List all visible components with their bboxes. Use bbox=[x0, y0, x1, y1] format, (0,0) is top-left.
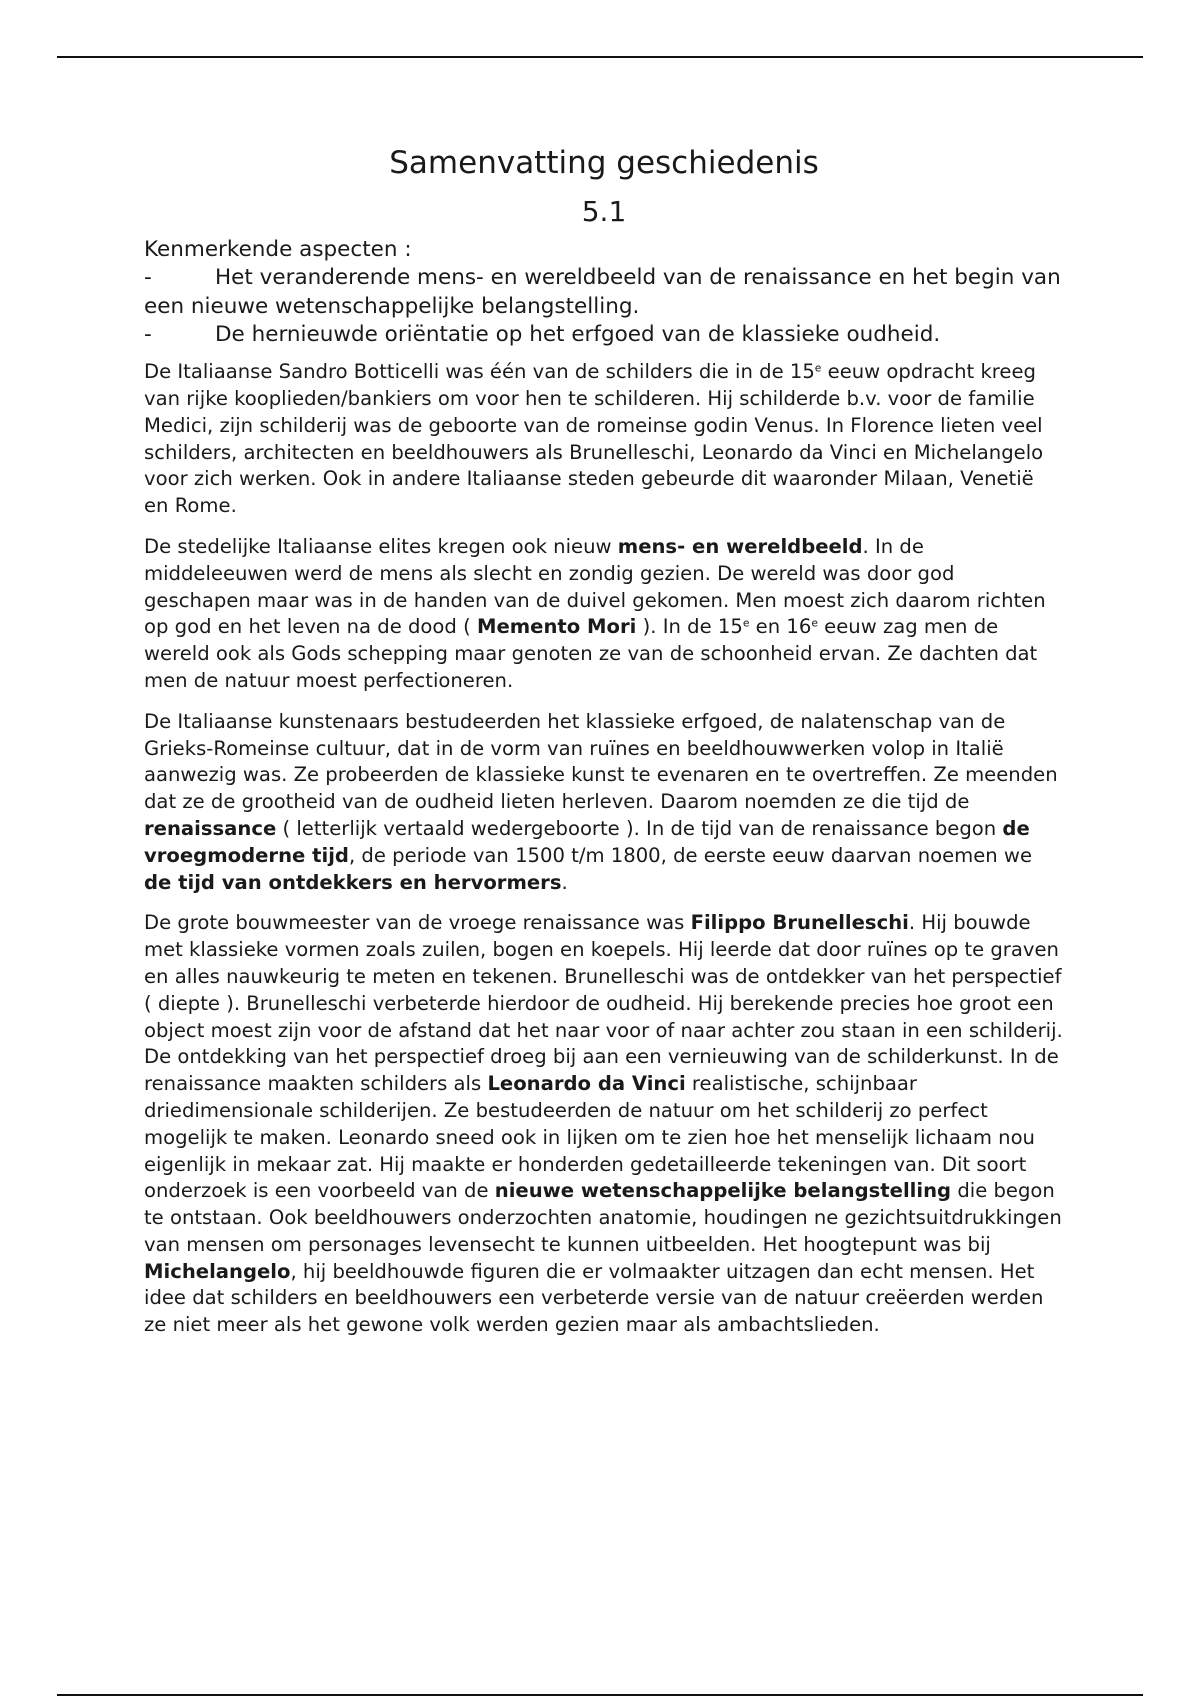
superscript: e bbox=[742, 616, 750, 630]
bottom-rule bbox=[57, 1694, 1143, 1696]
paragraph-brunelleschi bbox=[144, 910, 1064, 1339]
bold-term: Filippo Brunelleschi bbox=[690, 911, 909, 935]
bold-term: Leonardo da Vinci bbox=[487, 1072, 686, 1096]
aspect-dash: - bbox=[144, 265, 152, 291]
page-title: Samenvatting geschiedenis bbox=[389, 145, 819, 181]
text-run: eeuw zag men de wereld ook als Gods schepping maar genoten ze van de schoonheid ervan. Ze dachten dat men de natuur moest perfectioneren. bbox=[144, 615, 1038, 692]
bold-term: mens- en wereldbeeld bbox=[617, 534, 863, 558]
text-run: De stedelijke Italiaanse elites kregen ook nieuw bbox=[144, 534, 618, 558]
aspect-dash: - bbox=[144, 321, 152, 347]
paragraph-renaissance bbox=[144, 709, 1064, 897]
text-run: De grote bouwmeester van de vroege renaissance was bbox=[144, 911, 691, 935]
bold-term: renaissance bbox=[144, 816, 277, 840]
text-run: . bbox=[561, 870, 568, 894]
bold-term: Memento Mori bbox=[476, 615, 637, 639]
superscript: e bbox=[811, 616, 818, 630]
aspect-item bbox=[144, 321, 1064, 349]
aspect-text: Het veranderende mens- en wereldbeeld van de renaissance en het begin van een nieuwe wetenschappelijke belangstelling. bbox=[144, 265, 1061, 319]
superscript: e bbox=[814, 361, 822, 375]
aspect-text: De hernieuwde oriëntatie op het erfgoed van de klassieke oudheid. bbox=[215, 321, 941, 347]
text-run: De Italiaanse kunstenaars bestudeerden het klassieke erfgoed, de nalatenschap van de Grieks-Romeinse cultuur, dat in de vorm van ruïnes en beeldhouwwerken volop in Italië aanwezig was. Ze probeerden de klassieke kunst te evenaren en te overtreffen. Ze meenden dat ze de grootheid van de oudheid lieten herleven. Daarom noemden ze die tijd de bbox=[144, 709, 1058, 814]
kenmerkende-heading: Kenmerkende aspecten : bbox=[144, 237, 412, 262]
text-run: , hij beeldhouwde figuren die er volmaakter uitzagen dan echt mensen. Het idee dat schilders en beeldhouwers een verbeterde versie van de natuur creëerden werden ze niet meer als het gewone volk werden gezien maar als ambachtslieden. bbox=[144, 1259, 1044, 1337]
bold-term: de tijd van ontdekkers en hervormers bbox=[144, 870, 562, 894]
top-rule bbox=[57, 56, 1143, 58]
text-run: ). In de 15 bbox=[636, 615, 743, 639]
paragraph-botticelli bbox=[144, 359, 1064, 520]
text-run: , de periode van 1500 t/m 1800, de eerste eeuw daarvan noemen we bbox=[348, 843, 1033, 867]
text-run: eeuw opdracht kreeg van rijke kooplieden/bankiers om voor hen te schilderen. Hij schilderde b.v. voor de familie Medici, zijn schilderij was de geboorte van de romeinse godin Venus. In Florence lieten veel schilders, architecten en beeldhouwers als Brunelleschi, Leonardo da Vinci en Michelangelo voor zich werken. Ook in andere Italiaanse steden gebeurde dit waaronder Milaan, Venetië en Rome. bbox=[144, 360, 1044, 518]
section-number: 5.1 bbox=[581, 195, 627, 228]
bold-term: Michelangelo bbox=[144, 1259, 291, 1283]
bold-term: de vroegmoderne tijd bbox=[144, 816, 1030, 867]
bold-term: nieuwe wetenschappelijke belangstelling bbox=[494, 1179, 952, 1203]
text-run: De Italiaanse Sandro Botticelli was één van de schilders die in de 15 bbox=[144, 360, 815, 384]
paragraph-mensbeeld bbox=[144, 534, 1064, 695]
text-run: ( letterlijk vertaald wedergeboorte ). In de tijd van de renaissance begon bbox=[276, 816, 1003, 840]
document-body bbox=[144, 136, 1064, 1353]
text-run: die begon te ontstaan. Ook beeldhouwers onderzochten anatomie, houdingen ne gezichtsuitdrukkingen van mensen om personages levensecht te kunnen uitbeelden. Het hoogtepunt was bij bbox=[144, 1179, 1062, 1256]
kenmerkende-aspecten bbox=[144, 236, 1064, 349]
text-run: . Hij bouwde met klassieke vormen zoals zuilen, bogen en koepels. Hij leerde dat door ruïnes op te graven en alles nauwkeurig te meten en tekenen. Brunelleschi was de ontdekker van het perspectief ( diepte ). Brunelleschi verbeterde hierdoor de oudheid. Hij berekende precies hoe groot een object moest zijn voor de afstand dat het naar voor of naar achter zou staan in een schilderij. De ontdekking van het perspectief droeg bij aan een vernieuwing van de schilderkunst. In de renaissance maakten schilders als bbox=[144, 911, 1063, 1096]
text-run: realistische, schijnbaar driedimensionale schilderijen. Ze bestudeerden de natuur om het schilderij zo perfect mogelijk te maken. Leonardo sneed ook in lijken om te zien hoe het menselijk lichaam nou eigenlijk in mekaar zat. Hij maakte er honderden gedetailleerde tekeningen van. Dit soort onderzoek is een voorbeeld van de bbox=[144, 1072, 1035, 1203]
text-run: en 16 bbox=[749, 615, 812, 639]
text-run: . In de middeleeuwen werd de mens als slecht en zondig gezien. De wereld was door god geschapen maar was in de handen van de duivel gekomen. Men moest zich daarom richten op god en het leven na de dood ( bbox=[144, 534, 1046, 639]
aspect-item bbox=[144, 264, 1064, 321]
